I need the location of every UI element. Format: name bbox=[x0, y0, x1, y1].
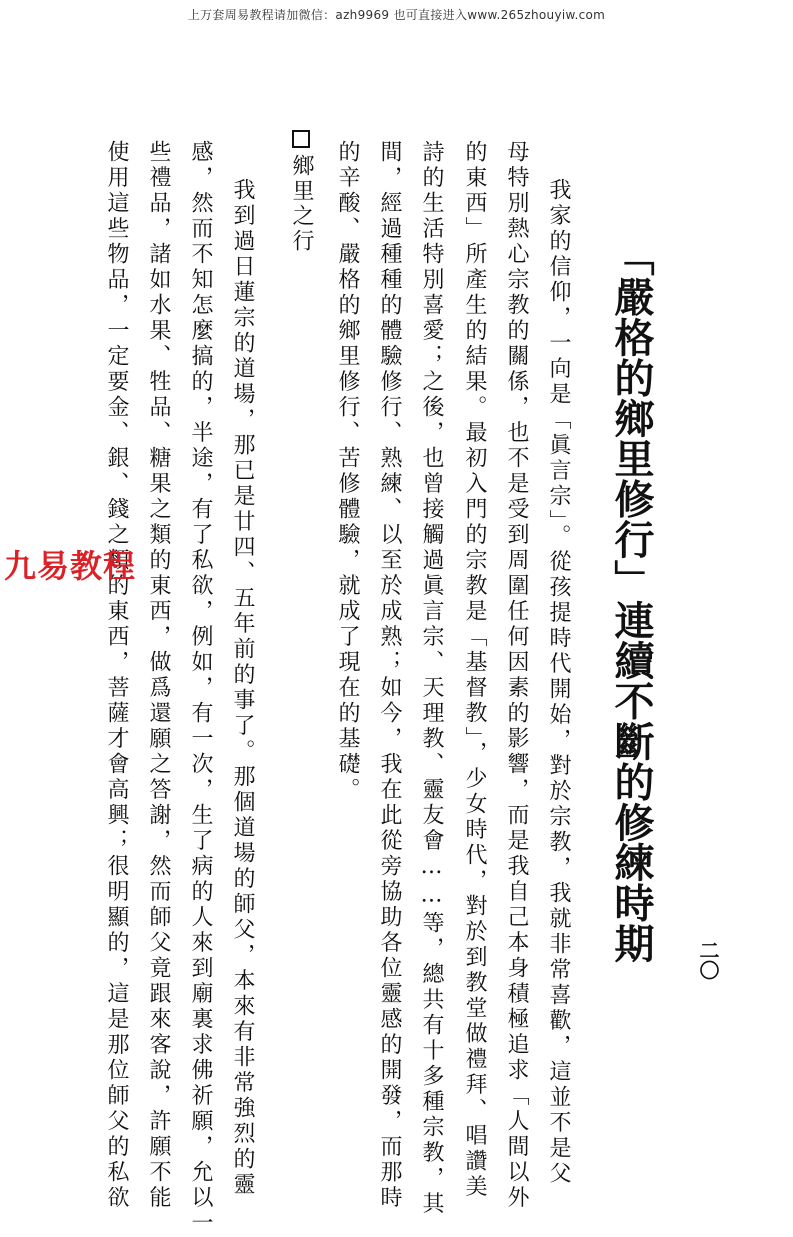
heading-box-icon bbox=[292, 130, 310, 148]
header-note: 上万套周易教程请加微信：azh9969 也可直接进入www.265zhouyiw.com bbox=[187, 8, 606, 22]
paragraph-1-column-3: 的東西」所產生的結果。最初入門的宗教是「基督教」，少女時代，對於到教堂做禮拜、唱讚美 bbox=[462, 140, 487, 1200]
paragraph-1-column-2: 母特別熱心宗教的關係，也不是受到周圍任何因素的影響，而是我自己本身積極追求「人間以外 bbox=[504, 140, 529, 1211]
paragraph-1-column-4: 詩的生活特別喜愛；之後，也曾接觸過眞言宗、天理教、靈友會……等，總共有十多種宗教，其 bbox=[419, 140, 444, 1217]
section-heading-label: 鄉里之行 bbox=[289, 154, 314, 254]
paragraph-2-column-4: 使用這些物品，一定要金、銀、錢之類的東西，菩薩才會高興；很明顯的，這是那位師父的私欲 bbox=[104, 140, 129, 1211]
paragraph-1-column-1: 我家的信仰，一向是「眞言宗」。從孩提時代開始，對於宗教，我就非常喜歡，這並不是父 bbox=[546, 178, 571, 1187]
page-title: 「嚴格的鄉里修行」連續不斷的修練時期 bbox=[608, 236, 655, 964]
page-number: 二〇 bbox=[696, 940, 720, 980]
watermark: 九易教程 bbox=[4, 547, 137, 585]
paragraph-2-column-2: 感，然而不知怎麼搞的，半途，有了私欲，例如，有一次，生了病的人來到廟裏求佛祈願，允以一 bbox=[188, 140, 213, 1237]
paragraph-1-column-5: 間，經過種種的體驗修行、熟練、以至於成熟；如今，我在此從旁協助各位靈感的開發，而那時 bbox=[377, 140, 402, 1211]
section-heading bbox=[286, 130, 316, 254]
paragraph-1-column-6: 的辛酸、嚴格的鄉里修行、苦修體驗，就成了現在的基礎。 bbox=[335, 140, 360, 803]
paragraph-2-column-1: 我到過日蓮宗的道場，那已是廿四、五年前的事了。那個道場的師父，本來有非常強烈的靈 bbox=[230, 178, 255, 1198]
paragraph-2-column-3: 些禮品，諸如水果、牲品、糖果之類的東西，做爲還願之答謝，然而師父竟跟來客說，許願不能 bbox=[146, 140, 171, 1211]
